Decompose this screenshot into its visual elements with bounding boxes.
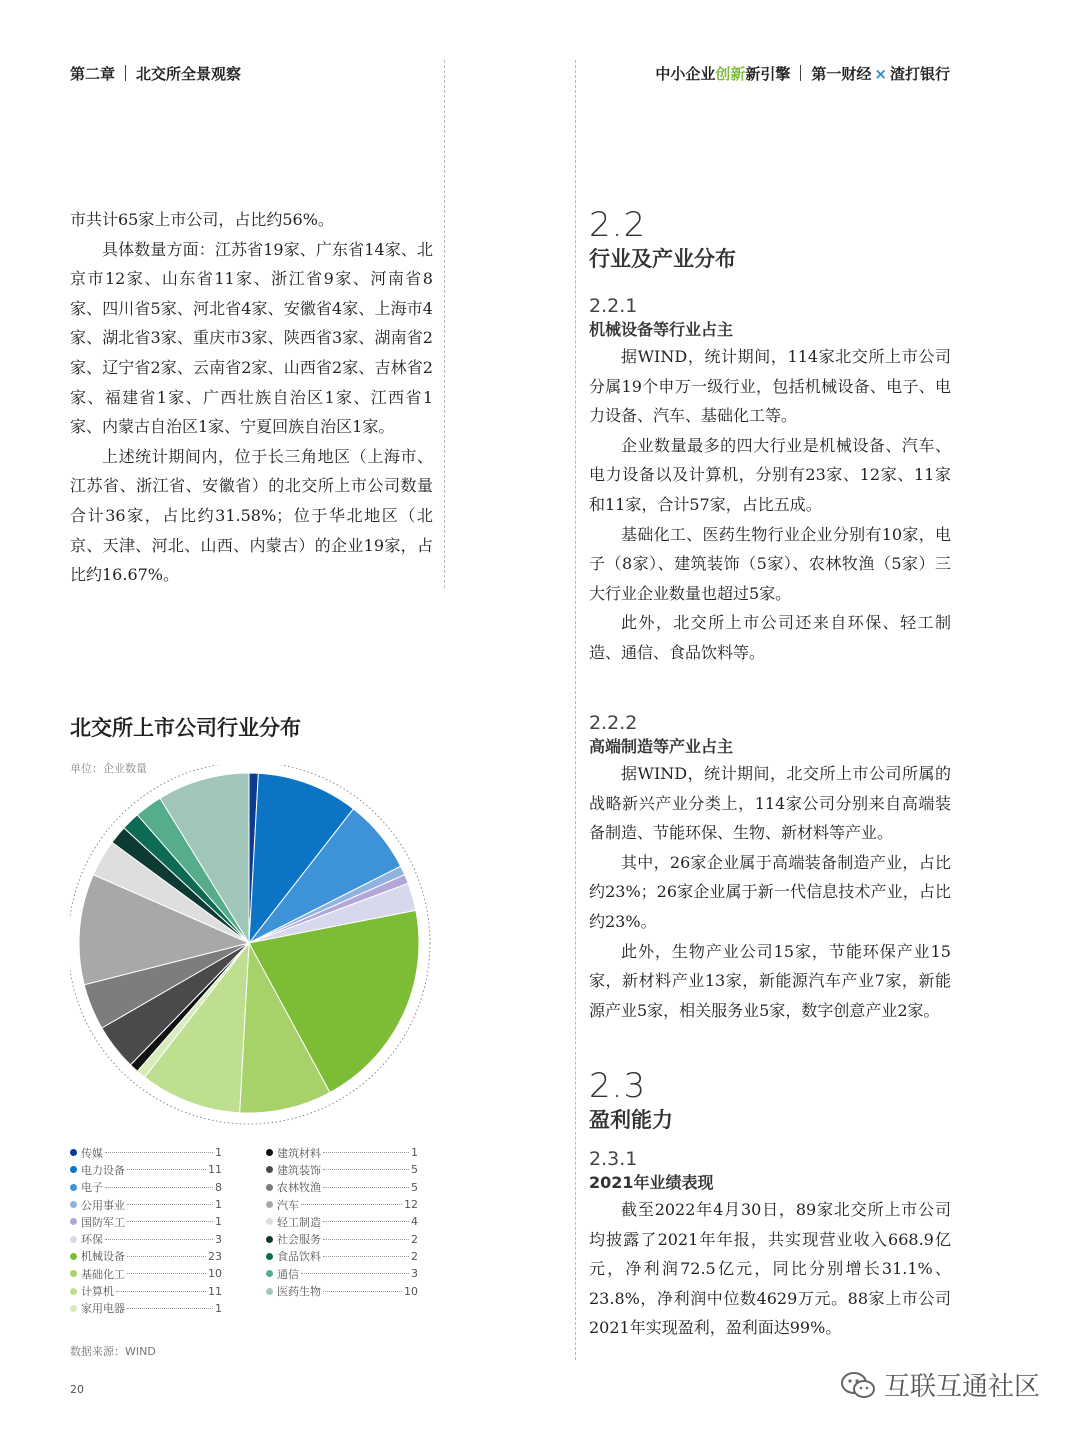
legend-leader — [105, 1239, 213, 1240]
section-2-2 — [589, 205, 951, 668]
subsection-number: 2.2.1 — [589, 295, 638, 317]
legend-column — [266, 1144, 418, 1300]
legend-swatch — [266, 1270, 273, 1277]
legend-leader — [127, 1169, 206, 1170]
column-divider-center — [575, 60, 576, 1360]
legend-item — [70, 1196, 222, 1213]
report-title-c: 新引擎 — [745, 65, 791, 83]
paragraph: 市共计65家上市公司，占比约56%。 — [70, 210, 334, 229]
legend-item — [70, 1179, 222, 1196]
header-chapter — [70, 63, 241, 84]
legend-swatch — [70, 1270, 77, 1277]
legend-swatch — [70, 1236, 77, 1243]
legend-value: 1 — [215, 1215, 222, 1229]
column-divider-left — [444, 60, 445, 588]
legend-label: 环保 — [81, 1233, 103, 1247]
section-2-3 — [589, 1066, 951, 1343]
partner-x: × — [874, 65, 887, 83]
legend-value: 11 — [208, 1284, 222, 1298]
report-title-a: 中小企业 — [655, 65, 716, 83]
legend-item — [266, 1161, 418, 1178]
legend-label: 医药生物 — [277, 1285, 321, 1299]
legend-label: 家用电器 — [81, 1302, 125, 1316]
legend-leader — [323, 1221, 409, 1222]
legend-label: 公用事业 — [81, 1198, 125, 1212]
legend-item — [266, 1282, 418, 1299]
paragraph: 具体数量方面：江苏省19家、广东省14家、北京市12家、山东省11家、浙江省9家、河南省8家、四川省5家、河北省4家、安徽省4家、上海市4家、湖北省3家、重庆市3家、陕西省3家、湖南省2家、辽宁省2家、云南省2家、山西省2家、吉林省2家、福建省1家、广西壮族自治区1家、江西省1家、内蒙古自治区1家、宁夏回族自治区1家。 — [70, 239, 433, 437]
legend-swatch — [70, 1184, 77, 1191]
watermark-text: 互联互通社区 — [884, 1372, 1041, 1402]
legend-swatch — [70, 1166, 77, 1173]
legend-leader — [105, 1152, 213, 1153]
legend-leader — [127, 1273, 206, 1274]
partner-b: 渣打银行 — [889, 65, 950, 83]
legend-value: 12 — [404, 1198, 418, 1212]
subsection-number: 2.2.2 — [589, 712, 638, 734]
legend-swatch — [266, 1288, 273, 1295]
legend-value: 8 — [215, 1180, 222, 1194]
industry-pie-chart — [70, 765, 440, 1135]
legend-label: 建筑装饰 — [277, 1163, 321, 1177]
legend-swatch — [266, 1149, 273, 1156]
chart-unit-label: 单位：企业数量 — [70, 762, 147, 775]
legend-value: 23 — [208, 1249, 222, 1263]
legend-leader — [116, 1291, 206, 1292]
legend-item — [266, 1144, 418, 1161]
subsection-title: 2021年业绩表现 — [589, 1173, 714, 1192]
paragraph: 据WIND，统计期间，114家北交所上市公司分属19个申万一级行业，包括机械设备、电子、电力设备、汽车、基础化工等。 — [589, 347, 951, 426]
legend-label: 汽车 — [277, 1198, 299, 1212]
page-number: 20 — [70, 1383, 84, 1396]
section-title: 行业及产业分布 — [589, 247, 736, 271]
legend-item — [70, 1161, 222, 1178]
legend-leader — [323, 1187, 409, 1188]
legend-leader — [323, 1169, 409, 1170]
legend-swatch — [70, 1253, 77, 1260]
legend-value: 3 — [215, 1232, 222, 1246]
legend-item — [266, 1196, 418, 1213]
legend-leader — [323, 1239, 409, 1240]
legend-item — [70, 1213, 222, 1230]
chapter-title: 北交所全景观察 — [136, 65, 242, 83]
paragraph: 企业数量最多的四大行业是机械设备、汽车、电力设备以及计算机，分别有23家、12家、11家和11家，合计57家，占比五成。 — [589, 435, 951, 514]
section-2-2-2 — [589, 712, 951, 1025]
report-title-b: 创新 — [715, 65, 746, 83]
legend-swatch — [70, 1149, 77, 1156]
legend-value: 5 — [411, 1163, 418, 1177]
legend-leader — [323, 1291, 402, 1292]
paragraph: 基础化工、医药生物行业企业分别有10家，电子（8家）、建筑装饰（5家）、农林牧渔（5家）三大行业企业数量也超过5家。 — [589, 524, 951, 603]
legend-swatch — [266, 1184, 273, 1191]
legend-leader — [105, 1187, 213, 1188]
legend-swatch — [70, 1305, 77, 1312]
left-text-column — [70, 205, 433, 590]
legend-value: 1 — [215, 1198, 222, 1212]
header-report — [655, 63, 950, 84]
legend-leader — [323, 1256, 409, 1257]
section-title: 盈利能力 — [589, 1108, 673, 1132]
section-number: 2.2 — [589, 205, 647, 245]
legend-label: 建筑材料 — [277, 1146, 321, 1160]
legend-swatch — [70, 1218, 77, 1225]
pie-slices — [79, 773, 419, 1113]
legend-label: 农林牧渔 — [277, 1181, 321, 1195]
legend-leader — [301, 1204, 402, 1205]
legend-item — [266, 1213, 418, 1230]
legend-leader — [323, 1152, 409, 1153]
legend-item — [70, 1300, 222, 1317]
legend-item — [266, 1248, 418, 1265]
legend-leader — [127, 1308, 213, 1309]
legend-label: 基础化工 — [81, 1267, 125, 1281]
legend-swatch — [266, 1253, 273, 1260]
legend-label: 电子 — [81, 1181, 103, 1195]
section-number: 2.3 — [589, 1066, 647, 1106]
legend-value: 3 — [411, 1267, 418, 1281]
legend-item — [70, 1282, 222, 1299]
legend-swatch — [70, 1201, 77, 1208]
legend-leader — [127, 1221, 213, 1222]
chart-title: 北交所上市公司行业分布 — [70, 716, 301, 740]
legend-item — [70, 1230, 222, 1247]
partner-a: 第一财经 — [811, 65, 872, 83]
chapter-label: 第二章 — [70, 65, 116, 83]
legend-label: 轻工制造 — [277, 1215, 321, 1229]
legend-value: 2 — [411, 1249, 418, 1263]
legend-leader — [301, 1273, 409, 1274]
legend-swatch — [266, 1166, 273, 1173]
legend-label: 通信 — [277, 1267, 299, 1281]
legend-value: 1 — [215, 1146, 222, 1160]
header-divider — [800, 65, 801, 81]
watermark — [840, 1366, 1040, 1403]
legend-label: 国防军工 — [81, 1215, 125, 1229]
chart-source: 数据来源：WIND — [70, 1345, 156, 1358]
legend-label: 电力设备 — [81, 1163, 125, 1177]
legend-item — [70, 1144, 222, 1161]
legend-leader — [127, 1204, 213, 1205]
legend-value: 10 — [404, 1284, 418, 1298]
subsection-number: 2.3.1 — [589, 1148, 638, 1170]
legend-item — [266, 1265, 418, 1282]
legend-value: 11 — [208, 1163, 222, 1177]
legend-swatch — [70, 1288, 77, 1295]
legend-leader — [127, 1256, 206, 1257]
paragraph: 此外，生物产业公司15家，节能环保产业15家，新材料产业13家，新能源汽车产业7家，新能源产业5家，相关服务业5家，数字创意产业2家。 — [589, 941, 951, 1020]
legend-swatch — [266, 1218, 273, 1225]
legend-item — [70, 1265, 222, 1282]
legend-label: 传媒 — [81, 1146, 103, 1160]
legend-label: 社会服务 — [277, 1233, 321, 1247]
paragraph: 上述统计期间内，位于长三角地区（上海市、江苏省、浙江省、安徽省）的北交所上市公司数量合计36家，占比约31.58%；位于华北地区（北京、天津、河北、山西、内蒙古）的企业19家，占比约16.67%。 — [70, 446, 433, 585]
paragraph: 此外，北交所上市公司还来自环保、轻工制造、通信、食品饮料等。 — [589, 613, 951, 662]
legend-label: 机械设备 — [81, 1250, 125, 1264]
legend-value: 5 — [411, 1180, 418, 1194]
legend-value: 1 — [411, 1146, 418, 1160]
wechat-icon — [840, 1370, 876, 1400]
legend-item — [266, 1230, 418, 1247]
legend-swatch — [266, 1201, 273, 1208]
legend-swatch — [266, 1236, 273, 1243]
subsection-title: 机械设备等行业占主 — [589, 320, 734, 339]
paragraph: 其中，26家企业属于高端装备制造产业，占比约23%；26家企业属于新一代信息技术产业，占比约23%。 — [589, 852, 951, 931]
legend-value: 10 — [208, 1267, 222, 1281]
legend-item — [70, 1248, 222, 1265]
legend-value: 1 — [215, 1301, 222, 1315]
paragraph: 据WIND，统计期间，北交所上市公司所属的战略新兴产业分类上，114家公司分别来自高端装备制造、节能环保、生物、新材料等产业。 — [589, 764, 951, 843]
subsection-title: 高端制造等产业占主 — [589, 737, 734, 756]
header-divider — [125, 65, 126, 81]
legend-label: 食品饮料 — [277, 1250, 321, 1264]
legend-value: 2 — [411, 1232, 418, 1246]
legend-item — [266, 1179, 418, 1196]
legend-value: 4 — [411, 1215, 418, 1229]
legend-column — [70, 1144, 222, 1317]
legend-label: 计算机 — [81, 1285, 114, 1299]
paragraph: 截至2022年4月30日，89家北交所上市公司均披露了2021年年报，共实现营业收入668.9亿元，净利润72.5亿元，同比分别增长31.1%、23.8%，净利润中位数4629万元。88家上市公司2021年实现盈利，盈利面达99%。 — [589, 1200, 951, 1338]
